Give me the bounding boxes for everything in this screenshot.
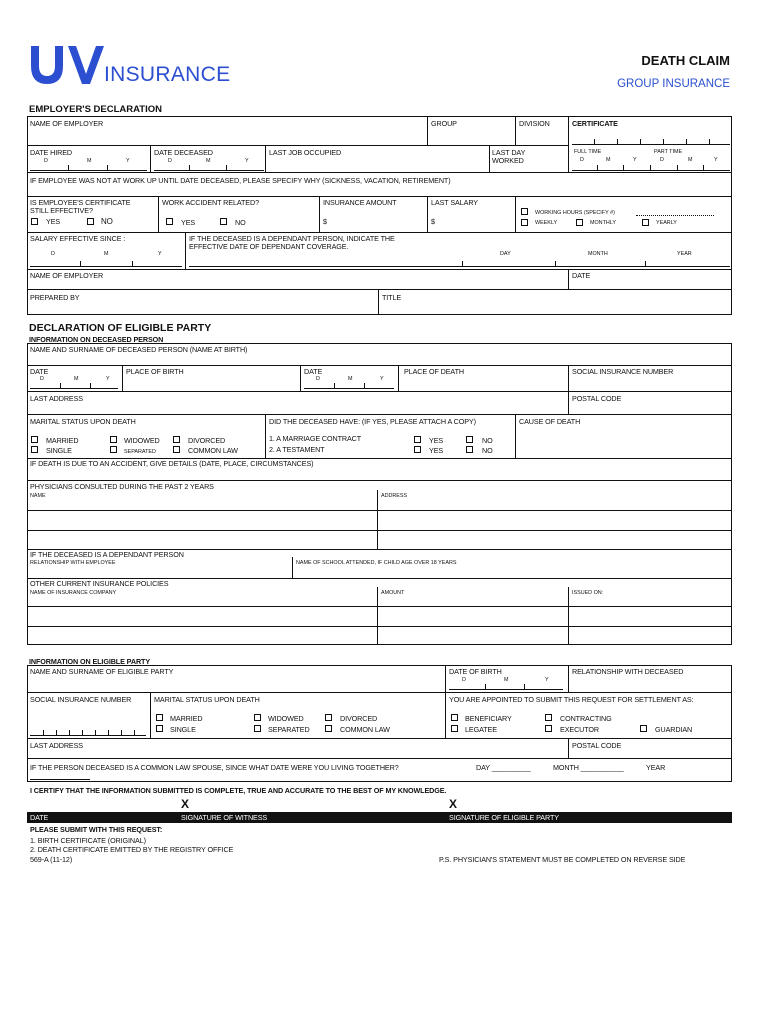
place-of-death-label: PLACE OF DEATH [404,367,464,376]
testament-yes-checkbox[interactable] [414,446,421,453]
date-deceased-label: DATE DECEASED [154,148,213,157]
form-number: 569-A (11-12) [30,855,73,864]
appointed-label: YOU ARE APPOINTED TO SUBMIT THIS REQUEST FOR SETTLEMENT AS: [449,695,694,704]
birth-date-label: DATE [30,367,49,376]
prepared-by-label: PREPARED BY [30,293,80,302]
brand-name: INSURANCE [104,63,231,86]
legatee-checkbox[interactable] [451,725,458,732]
signature-date-label[interactable]: DATE [30,813,49,822]
eligible-last-address-label: LAST ADDRESS [30,741,83,750]
name-of-employer2-label: NAME OF EMPLOYER [30,271,104,280]
eligible-sin-label: SOCIAL INSURANCE NUMBER [30,695,132,704]
separated-checkbox[interactable] [110,446,117,453]
eligible-marital-label: MARITAL STATUS UPON DEATH [154,695,260,704]
testament-no-checkbox[interactable] [466,446,473,453]
cert-no-checkbox[interactable] [87,218,94,225]
marital-death-label: MARITAL STATUS UPON DEATH [30,417,136,426]
title-label: TITLE [382,293,402,302]
submit-heading: PLEASE SUBMIT WITH THIS REQUEST: [30,825,163,834]
cause-of-death-label: CAUSE OF DEATH [519,417,581,426]
eligible-married-checkbox[interactable] [156,714,163,721]
common-law-question: IF THE PERSON DECEASED IS A COMMON LAW SPOUSE, SINCE WHAT DATE WERE YOU LIVING TOGETHER? [30,763,399,772]
accident-details-label: IF DEATH IS DUE TO AN ACCIDENT, GIVE DETAILS (DATE, PLACE, CIRCUMSTANCES) [30,459,314,468]
school-label: NAME OF SCHOOL ATTENDED, IF CHILD AGE OVER 18 YEARS [296,560,457,566]
weekly-checkbox[interactable] [521,219,528,226]
accident-no-checkbox[interactable] [220,218,227,225]
postal-code-label: POSTAL CODE [572,394,622,403]
yearly-checkbox[interactable] [642,219,649,226]
info-deceased-heading: INFORMATION ON DECEASED PERSON [29,335,164,344]
eligible-postal-code-label: POSTAL CODE [572,741,622,750]
form-title: DEATH CLAIM [641,53,730,68]
name-deceased-label: NAME AND SURNAME OF DECEASED PERSON (NAME AT BIRTH) [30,345,248,354]
common-law-month[interactable]: MONTH ___________ [553,763,624,772]
ps-note: P.S. PHYSICIAN'S STATEMENT MUST BE COMPLETED ON REVERSE SIDE [439,855,686,864]
last-job-label: LAST JOB OCCUPIED [269,148,342,157]
monthly-checkbox[interactable] [576,219,583,226]
last-day-worked-label: LAST DAY WORKED [492,148,526,165]
physician-name-header: NAME [30,493,46,499]
relationship-employee-label: RELATIONSHIP WITH EMPLOYEE [30,560,116,566]
eligible-dob-label: DATE OF BIRTH [449,667,502,676]
salary-effective-label: SALARY EFFECTIVE SINCE : [30,234,126,243]
dependant-coverage-label: IF THE DECEASED IS A DEPENDANT PERSON, INDICATE THE EFFECTIVE DATE OF DEPENDANT COVERAGE. [189,234,395,251]
common-law-checkbox[interactable] [173,446,180,453]
eligible-section-title: DECLARATION OF ELIGIBLE PARTY [29,322,212,334]
eligible-widowed-checkbox[interactable] [254,714,261,721]
not-at-work-label: IF EMPLOYEE WAS NOT AT WORK UP UNTIL DATE DECEASED, PLEASE SPECIFY WHY (SICKNESS, VACATION, RETIREMENT) [30,176,451,185]
employer-section-title: EMPLOYER'S DECLARATION [29,104,162,115]
married-checkbox[interactable] [31,436,38,443]
division-label: DIVISION [519,119,550,128]
accident-yes-checkbox[interactable] [166,218,173,225]
date-hired-label: DATE HIRED [30,148,72,157]
if-dependant-label: IF THE DECEASED IS A DEPENDANT PERSON [30,550,184,559]
work-accident-label: WORK ACCIDENT RELATED? [162,198,259,207]
divorced-checkbox[interactable] [173,436,180,443]
last-salary-label: LAST SALARY [431,198,478,207]
issued-on-header: ISSUED ON: [572,590,604,596]
group-label: GROUP [431,119,457,128]
certificate-label: CERTIFICATE [572,119,618,128]
form-subtitle: GROUP INSURANCE [617,78,730,90]
death-date-label: DATE [304,367,323,376]
guardian-checkbox[interactable] [640,725,647,732]
common-law-day[interactable]: DAY __________ [476,763,531,772]
relationship-deceased-label: RELATIONSHIP WITH DECEASED [572,667,684,676]
eligible-signature-label[interactable]: SIGNATURE OF ELIGIBLE PARTY [449,813,559,822]
physicians-label: PHYSICIANS CONSULTED DURING THE PAST 2 YEARS [30,482,214,491]
certify-statement: I CERTIFY THAT THE INFORMATION SUBMITTED IS COMPLETE, TRUE AND ACCURATE TO THE BEST OF MY KNOWLEDGE. [30,786,447,795]
did-deceased-label: DID THE DECEASED HAVE: (IF YES, PLEASE ATTACH A COPY) [269,417,476,426]
beneficiary-checkbox[interactable] [451,714,458,721]
other-policies-label: OTHER CURRENT INSURANCE POLICIES [30,579,169,588]
name-of-employer-label: NAME OF EMPLOYER [30,119,104,128]
witness-signature-label[interactable]: SIGNATURE OF WITNESS [181,813,268,822]
physician-address-header: ADDRESS [381,493,408,499]
company-header: NAME OF INSURANCE COMPANY [30,590,117,596]
cert-effective-label: IS EMPLOYEE'S CERTIFICATE STILL EFFECTIVE? [30,198,131,215]
info-eligible-heading: INFORMATION ON ELIGIBLE PARTY [29,657,151,666]
cert-yes-checkbox[interactable] [31,218,38,225]
signature-bar [27,812,732,823]
eligible-single-checkbox[interactable] [156,725,163,732]
place-of-birth-label: PLACE OF BIRTH [126,367,184,376]
employer-date-label: DATE [572,271,591,280]
submit-item-1: 1. BIRTH CERTIFICATE (ORIGINAL) [30,836,146,845]
executor-checkbox[interactable] [545,725,552,732]
name-eligible-label: NAME AND SURNAME OF ELIGIBLE PARTY [30,667,174,676]
eligible-common-law-checkbox[interactable] [325,725,332,732]
last-address-label: LAST ADDRESS [30,394,83,403]
widowed-checkbox[interactable] [110,436,117,443]
eligible-separated-checkbox[interactable] [254,725,261,732]
single-checkbox[interactable] [31,446,38,453]
insurance-amount-label: INSURANCE AMOUNT [323,198,397,207]
contract-no-checkbox[interactable] [466,436,473,443]
contracting-checkbox[interactable] [545,714,552,721]
working-hours-checkbox[interactable] [521,208,528,215]
eligible-divorced-checkbox[interactable] [325,714,332,721]
contract-yes-checkbox[interactable] [414,436,421,443]
deceased-sin-label: SOCIAL INSURANCE NUMBER [572,367,674,376]
submit-item-2: 2. DEATH CERTIFICATE EMITTED BY THE REGISTRY OFFICE [30,845,234,854]
common-law-year[interactable]: YEAR [646,763,666,772]
amount-header: AMOUNT [381,590,405,596]
eligible-x-mark: X [449,797,458,811]
witness-x-mark: X [181,797,190,811]
